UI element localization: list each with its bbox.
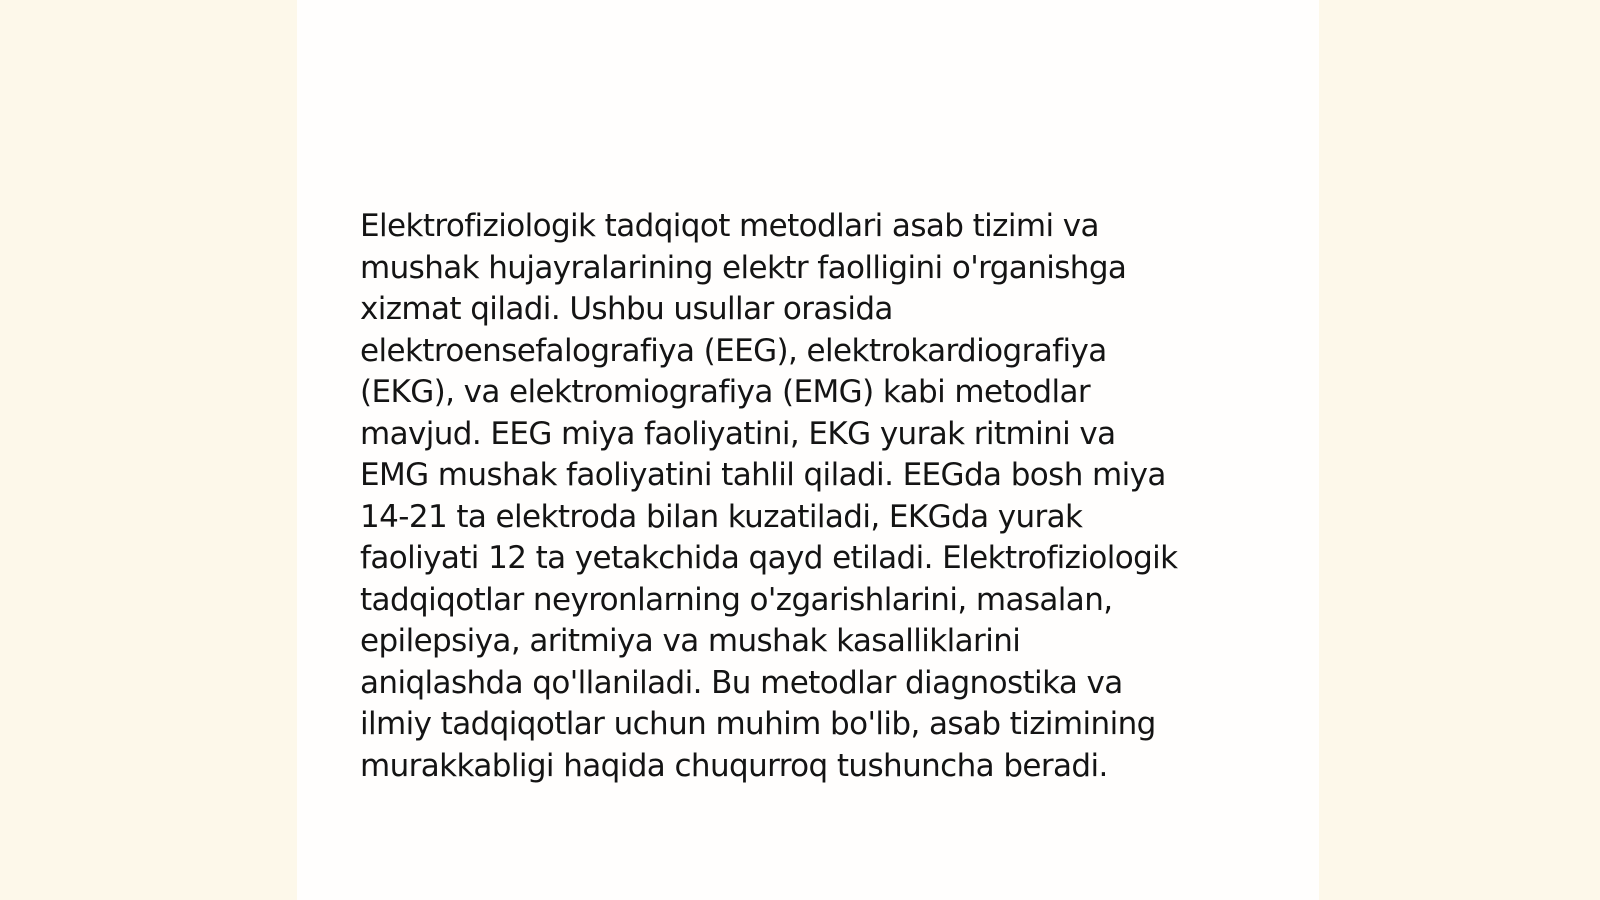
paragraph-line: mavjud. EEG miya faoliyatini, EKG yurak ritmini va [360, 415, 1116, 452]
paragraph-line: Elektrofiziologik tadqiqot metodlari asab tizimi va [360, 208, 1099, 244]
paragraph-line: aniqlashda qo'llaniladi. Bu metodlar diagnostika va [360, 664, 1123, 701]
paragraph-line: xizmat qiladi. Ushbu usullar orasida [360, 291, 893, 327]
paragraph-line: tadqiqotlar neyronlarning o'zgarishlarini, masalan, [360, 581, 1113, 618]
paragraph-line: EMG mushak faoliyatini tahlil qiladi. EEGda bosh miya [360, 457, 1166, 493]
paragraph-line: faoliyati 12 ta yetakchida qayd etiladi. Elektrofiziologik [360, 540, 1178, 576]
document-page [297, 0, 1319, 900]
paragraph-line: ilmiy tadqiqotlar uchun muhim bo'lib, asab tizimining [360, 706, 1156, 742]
paragraph-line: 14-21 ta elektroda bilan kuzatiladi, EKGda yurak [360, 498, 1083, 535]
paragraph-line: mushak hujayralarining elektr faolligini o'rganishga [360, 249, 1127, 286]
paragraph-line: epilepsiya, aritmiya va mushak kasalliklarini [360, 623, 1021, 659]
paragraph-line: elektroensefalografiya (EEG), elektrokardiografiya [360, 332, 1107, 369]
body-paragraph [360, 206, 1265, 787]
paragraph-line: (EKG), va elektromiografiya (EMG) kabi metodlar [360, 374, 1091, 410]
paragraph-line: murakkabligi haqida chuqurroq tushuncha beradi. [360, 747, 1108, 784]
